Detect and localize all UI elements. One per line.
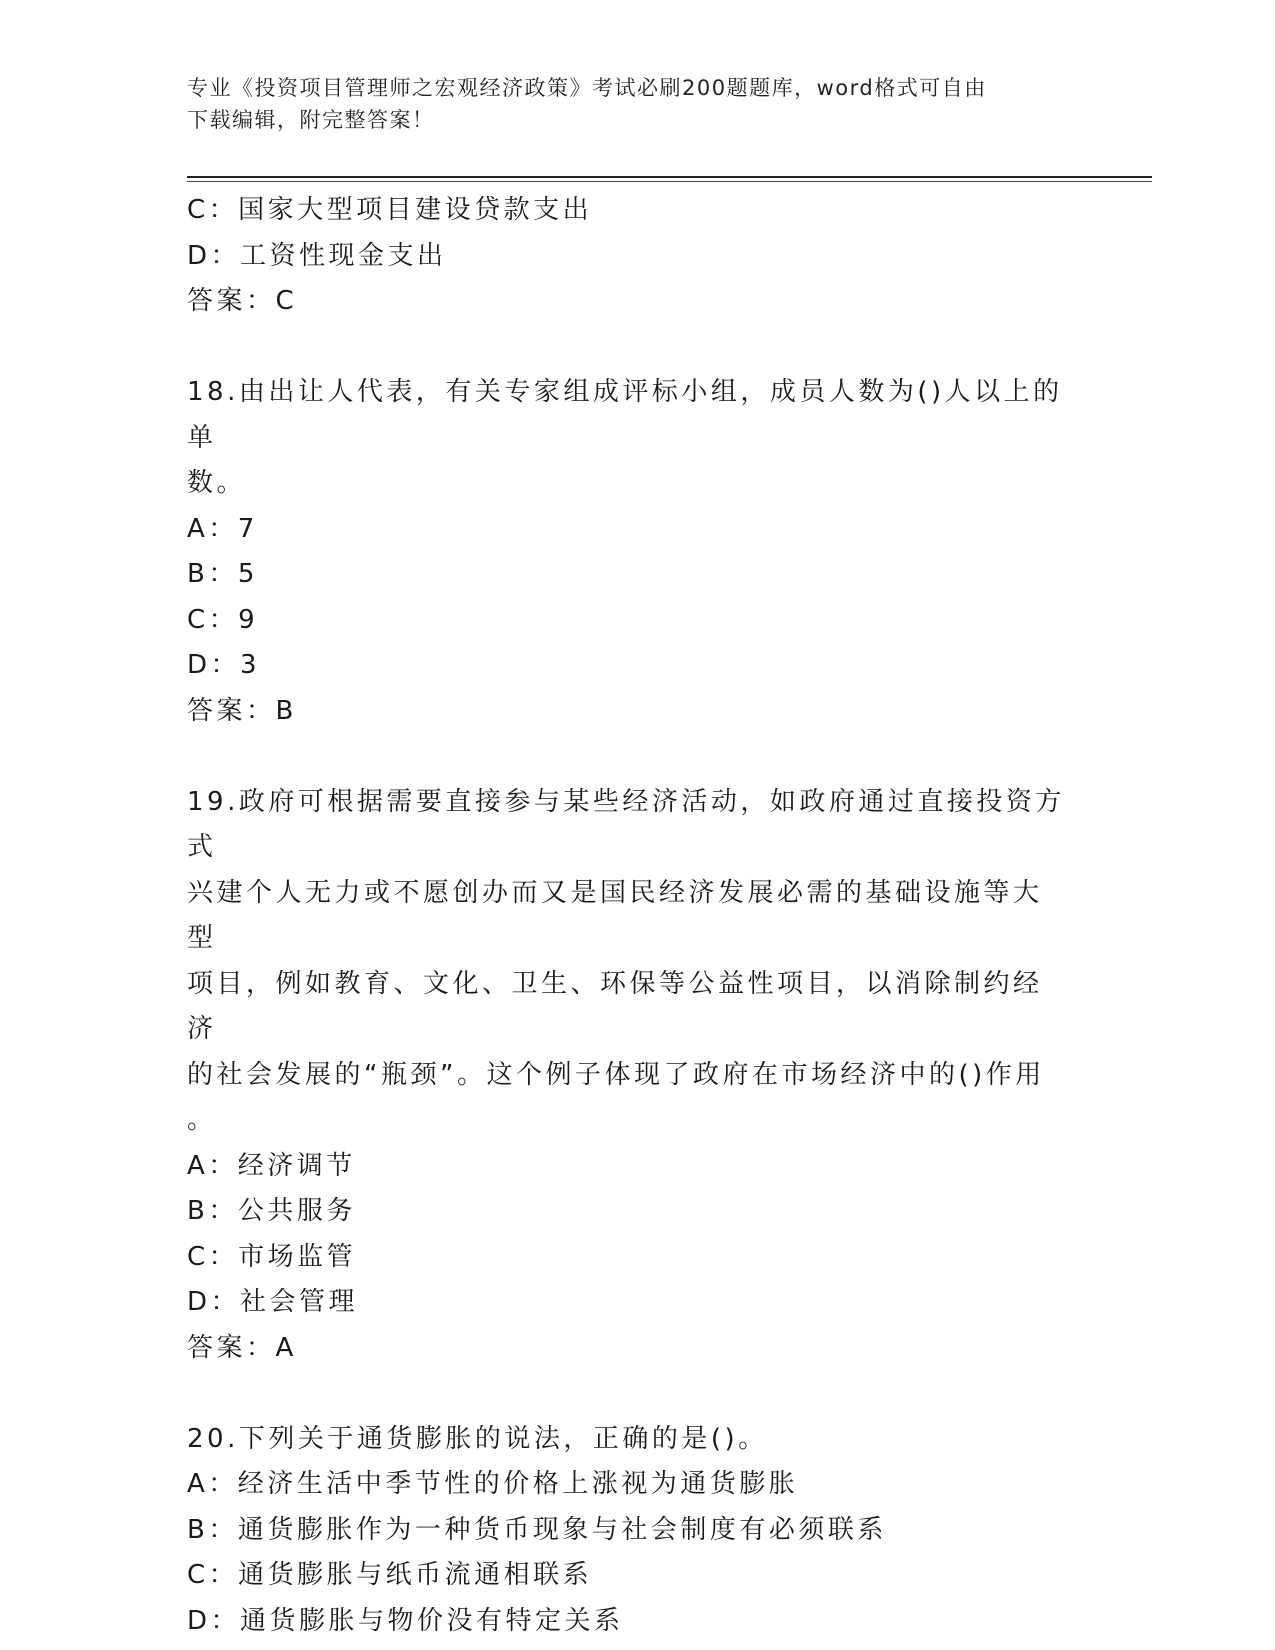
option-a: A：7 [187,513,258,544]
spacer [187,734,1087,780]
option-b: B：通货膨胀作为一种货币现象与社会制度有必须联系 [187,1514,887,1545]
question-stem-line: 18.由出让人代表，有关专家组成评标小组，成员人数为()人以上的单 [187,377,1063,453]
question-stem-line: 的社会发展的“瓶颈”。这个例子体现了政府在市场经济中的()作用 [187,1059,1045,1090]
option-d: D：3 [187,650,261,680]
option-b: B：5 [187,559,258,589]
option-a: A：经济生活中季节性的价格上涨视为通货膨胀 [187,1469,799,1499]
option-c: C：通货膨胀与纸币流通相联系 [187,1560,593,1590]
question-20 [187,1417,1087,1645]
answer-line: 答案：C [187,286,298,316]
question-stem-line: 。 [187,1105,217,1135]
question-19 [187,780,1087,1372]
header-divider-thin [187,181,1152,182]
option-c: C：国家大型项目建设贷款支出 [187,195,593,225]
question-stem-line: 20.下列关于通货膨胀的说法，正确的是()。 [187,1423,768,1454]
header-line-1: 专业《投资项目管理师之宏观经济政策》考试必刷200题题库，word格式可自由 [187,76,987,100]
option-d: D：通货膨胀与物价没有特定关系 [187,1605,624,1636]
question-stem-line: 数。 [187,468,247,498]
option-d: D：社会管理 [187,1287,359,1317]
option-b: B：公共服务 [187,1196,356,1226]
question-stem-line: 19.政府可根据需要直接参与某些经济活动，如政府通过直接投资方式 [187,786,1065,862]
header-line-2: 下载编辑，附完整答案！ [187,108,435,132]
answer-line: 答案：A [187,1332,297,1363]
option-a: A：经济调节 [187,1150,356,1181]
question-stem-line: 兴建个人无力或不愿创办而又是国民经济发展必需的基础设施等大型 [187,877,1043,953]
question-17-tail [187,188,1087,325]
spacer [187,1371,1087,1417]
document-header [187,72,1087,136]
question-18 [187,370,1087,734]
option-d: D：工资性现金支出 [187,240,447,271]
option-c: C：市场监管 [187,1241,357,1272]
spacer [187,325,1087,371]
option-c: C：9 [187,604,259,635]
document-body [187,188,1087,1644]
header-divider [187,176,1152,178]
answer-line: 答案：B [187,695,297,726]
question-stem-line: 项目，例如教育、文化、卫生、环保等公益性项目，以消除制约经济 [187,968,1043,1044]
